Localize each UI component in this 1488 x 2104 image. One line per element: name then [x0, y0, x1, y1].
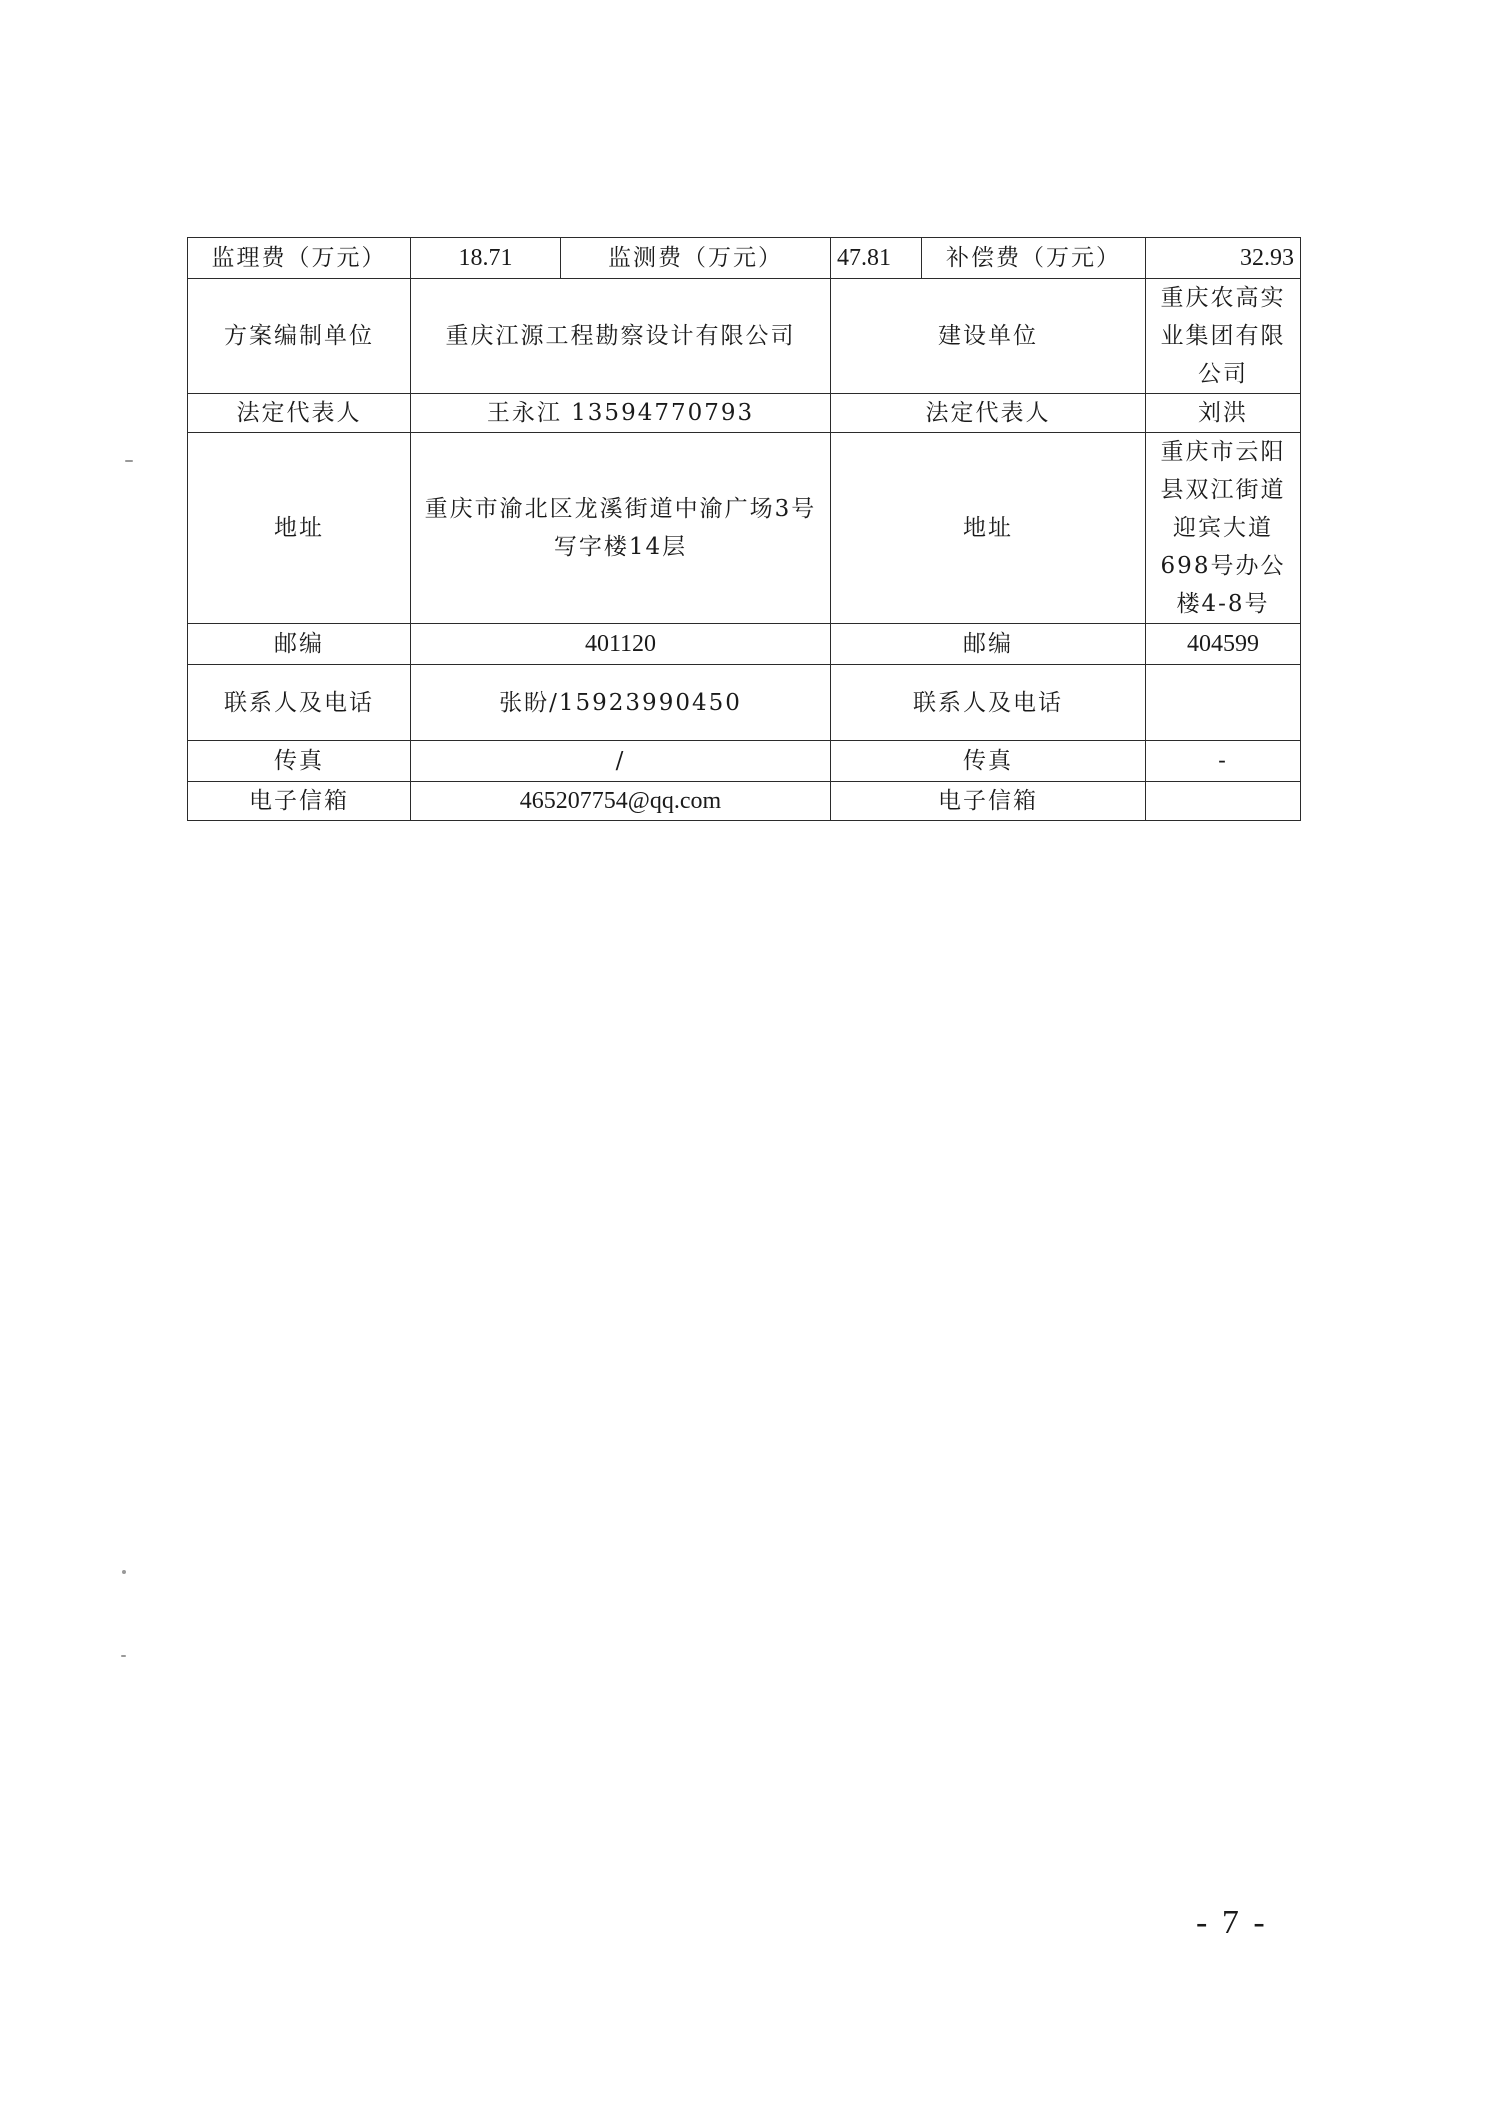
address-label: 地址 [188, 433, 411, 624]
legal-rep-label: 法定代表人 [188, 394, 411, 433]
fax-row [188, 741, 1301, 782]
supervision-fee-label: 监理费（万元） [188, 238, 411, 279]
fax-label: 传真 [188, 741, 411, 782]
project-info-table-wrap [187, 237, 1300, 821]
monitoring-fee-label: 监测费（万元） [561, 238, 831, 279]
construction-contact-label: 联系人及电话 [831, 665, 1146, 741]
postcode-label: 邮编 [188, 624, 411, 665]
construction-unit-fax: - [1146, 741, 1301, 782]
fee-row [188, 238, 1301, 279]
construction-address-label: 地址 [831, 433, 1146, 624]
project-info-table [187, 237, 1301, 821]
construction-unit-postcode: 404599 [1146, 624, 1301, 665]
contact-row [188, 665, 1301, 741]
compensation-fee-value: 32.93 [1146, 238, 1301, 279]
construction-email-label: 电子信箱 [831, 782, 1146, 821]
plan-unit-email: 465207754@qq.com [411, 782, 831, 821]
supervision-fee-value: 18.71 [411, 238, 561, 279]
construction-unit-legal-rep: 刘洪 [1146, 394, 1301, 433]
monitoring-fee-value: 47.81 [831, 238, 922, 279]
plan-unit-contact: 张盼/15923990450 [411, 665, 831, 741]
construction-unit-contact [1146, 665, 1301, 741]
plan-unit-fax: / [411, 741, 831, 782]
address-row [188, 433, 1301, 624]
plan-unit-postcode: 401120 [411, 624, 831, 665]
plan-unit-name: 重庆江源工程勘察设计有限公司 [411, 279, 831, 394]
legal-rep-row [188, 394, 1301, 433]
page-number: - 7 - [1196, 1904, 1268, 1941]
construction-postcode-label: 邮编 [831, 624, 1146, 665]
contact-label: 联系人及电话 [188, 665, 411, 741]
plan-unit-legal-rep: 王永江 13594770793 [411, 394, 831, 433]
email-row [188, 782, 1301, 821]
construction-fax-label: 传真 [831, 741, 1146, 782]
construction-unit-email [1146, 782, 1301, 821]
construction-legal-rep-label: 法定代表人 [831, 394, 1146, 433]
scan-speck [125, 460, 133, 462]
compensation-fee-label: 补偿费（万元） [922, 238, 1146, 279]
scan-speck [121, 1655, 126, 1657]
postcode-row [188, 624, 1301, 665]
construction-unit-address: 重庆市云阳县双江街道迎宾大道698号办公楼4-8号 [1146, 433, 1301, 624]
construction-unit-label: 建设单位 [831, 279, 1146, 394]
plan-unit-label: 方案编制单位 [188, 279, 411, 394]
construction-unit-name: 重庆农高实业集团有限公司 [1146, 279, 1301, 394]
plan-unit-address: 重庆市渝北区龙溪街道中渝广场3号写字楼14层 [411, 433, 831, 624]
email-label: 电子信箱 [188, 782, 411, 821]
unit-row [188, 279, 1301, 394]
scan-speck [122, 1570, 126, 1574]
